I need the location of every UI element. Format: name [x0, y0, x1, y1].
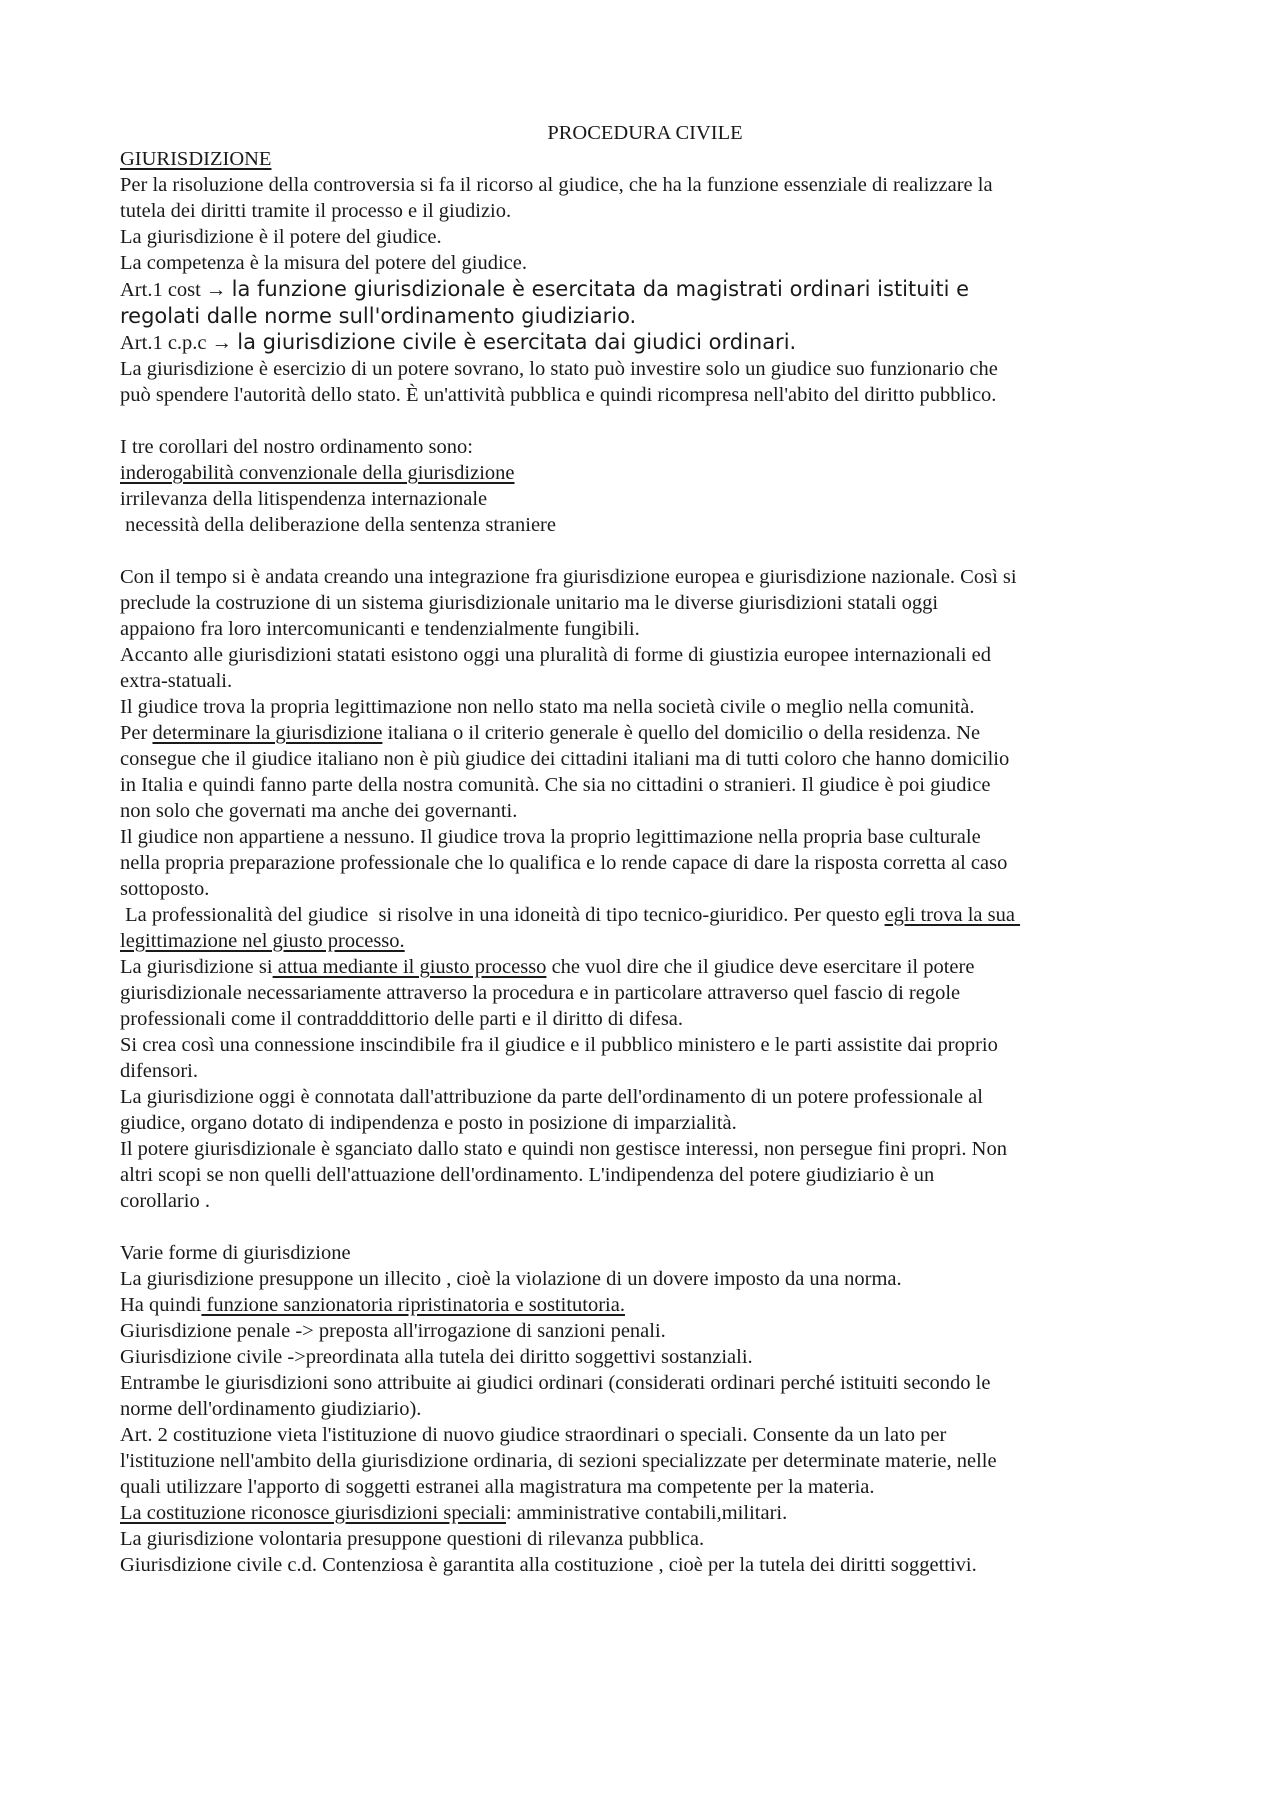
underlined-text: egli trova la sua [884, 904, 1021, 926]
underlined-text: determinare la giurisdizione [152, 722, 383, 744]
text-line: corollario . [120, 1190, 210, 1212]
text-span: che vuol dire che il giudice deve esercitare il potere [546, 956, 975, 978]
text-span: Per [120, 722, 153, 744]
text-line [120, 1292, 1170, 1318]
underlined-text: legittimazione nel giusto processo. [120, 930, 405, 952]
text-line: appaiono fra loro intercomunicanti e tendenzialmente fungibili. [120, 618, 640, 640]
text-span: La professionalità del giudice si risolve in una idoneità di tipo tecnico-giuridico. Per questo [120, 904, 885, 926]
text-line: La competenza è la misura del potere del giudice. [120, 252, 527, 274]
paragraph-gap [120, 408, 1170, 434]
article-text: la giurisdizione civile è esercitata dai giudici ordinari. [237, 330, 797, 354]
article-text: la funzione giurisdizionale è esercitata da magistrati ordinari istituiti e [231, 277, 970, 301]
text-line: La giurisdizione oggi è connotata dall'attribuzione da parte dell'ordinamento di un potere professionale al [120, 1086, 983, 1108]
article-text: regolati dalle norme sull'ordinamento giudiziario. [120, 304, 637, 328]
article-1-cost [120, 276, 1170, 303]
article-label: Art.1 c.p.c → [120, 332, 238, 354]
text-line: Giurisdizione civile c.d. Contenziosa è garantita alla costituzione , cioè per la tutela dei diritti soggettivi. [120, 1554, 977, 1576]
text-line: Il giudice trova la propria legittimazione non nello stato ma nella società civile o meglio nella comunità. [120, 696, 975, 718]
text-line: La giurisdizione è il potere del giudice. [120, 226, 442, 248]
article-label: Art.1 cost → [120, 279, 232, 301]
text-line: extra-statuali. [120, 670, 233, 692]
text-line: La giurisdizione è esercizio di un potere sovrano, lo stato può investire solo un giudice suo funzionario che [120, 358, 998, 380]
text-line: Il potere giurisdizionale è sganciato dallo stato e quindi non gestisce interessi, non persegue fini propri. Non [120, 1138, 1007, 1160]
subsection-title: Varie forme di giurisdizione [120, 1242, 351, 1264]
corollari-intro: I tre corollari del nostro ordinamento sono: [120, 436, 473, 458]
text-line: giudice, organo dotato di indipendenza e posto in posizione di imparzialità. [120, 1112, 737, 1134]
text-line: norme dell'ordinamento giudiziario). [120, 1398, 422, 1420]
text-line: Il giudice non appartiene a nessuno. Il giudice trova la proprio legittimazione nella propria base culturale [120, 826, 981, 848]
paragraph-gap [120, 538, 1170, 564]
text-span: : amministrative contabili,militari. [505, 1502, 788, 1524]
text-line: professionali come il contradddittorio delle parti e il diritto di difesa. [120, 1008, 684, 1030]
corollario-item: necessità della deliberazione della sentenza straniere [120, 514, 556, 536]
document-body [120, 120, 1170, 1578]
text-line [120, 954, 1170, 980]
text-line [120, 720, 1170, 746]
corollario-item: inderogabilità convenzionale della giurisdizione [120, 462, 515, 484]
text-line: non solo che governati ma anche dei governanti. [120, 800, 518, 822]
text-line: Con il tempo si è andata creando una integrazione fra giurisdizione europea e giurisdizione nazionale. Così si [120, 566, 1017, 588]
text-line: in Italia e quindi fanno parte della nostra comunità. Che sia no cittadini o stranieri. Il giudice è poi giudice [120, 774, 991, 796]
text-line: altri scopi se non quelli dell'attuazione dell'ordinamento. L'indipendenza del potere giudiziario è un [120, 1164, 935, 1186]
text-line: giurisdizionale necessariamente attraverso la procedura e in particolare attraverso quel fascio di regole [120, 982, 961, 1004]
text-line: può spendere l'autorità dello stato. È un'attività pubblica e quindi ricompresa nell'abito del diritto pubblico. [120, 384, 997, 406]
underlined-text: attua mediante il giusto processo [272, 956, 547, 978]
text-span: italiana o il criterio generale è quello del domicilio o della residenza. Ne [382, 722, 981, 744]
underlined-text: La costituzione riconosce giurisdizioni speciali [120, 1502, 506, 1524]
text-line: Giurisdizione penale -> preposta all'irrogazione di sanzioni penali. [120, 1320, 666, 1342]
paragraph-gap [120, 1214, 1170, 1240]
text-line: preclude la costruzione di un sistema giurisdizionale unitario ma le diverse giurisdizioni statali oggi [120, 592, 939, 614]
text-span: Ha quindi [120, 1294, 202, 1316]
document-title: PROCEDURA CIVILE [547, 122, 743, 144]
text-line: quali utilizzare l'apporto di soggetti estranei alla magistratura ma competente per la materia. [120, 1476, 875, 1498]
text-line: tutela dei diritti tramite il processo e il giudizio. [120, 200, 512, 222]
text-line: Accanto alle giurisdizioni statati esistono oggi una pluralità di forme di giustizia europee internazionali ed [120, 644, 991, 666]
text-line: Giurisdizione civile ->preordinata alla tutela dei diritto soggettivi sostanziali. [120, 1346, 753, 1368]
text-line [120, 1500, 1170, 1526]
text-line: consegue che il giudice italiano non è più giudice dei cittadini italiani ma di tutti coloro che hanno domicilio [120, 748, 1010, 770]
underlined-text: funzione sanzionatoria ripristinatoria e sostitutoria. [201, 1294, 625, 1316]
article-1-cpc [120, 329, 1170, 356]
text-line: Per la risoluzione della controversia si fa il ricorso al giudice, che ha la funzione essenziale di realizzare la [120, 174, 993, 196]
text-line [120, 902, 1170, 928]
text-line: nella propria preparazione professionale che lo qualifica e lo rende capace di dare la risposta corretta al caso [120, 852, 1008, 874]
text-line: Si crea così una connessione inscindibile fra il giudice e il pubblico ministero e le parti assistite dai proprio [120, 1034, 998, 1056]
text-line: La giurisdizione volontaria presuppone questioni di rilevanza pubblica. [120, 1528, 705, 1550]
corollario-item: irrilevanza della litispendenza internazionale [120, 488, 488, 510]
text-line: Entrambe le giurisdizioni sono attribuite ai giudici ordinari (considerati ordinari perché istituiti secondo le [120, 1372, 991, 1394]
text-line: l'istituzione nell'ambito della giurisdizione ordinaria, di sezioni specializzate per determinate materie, nelle [120, 1450, 997, 1472]
section-heading: GIURISDIZIONE [120, 148, 272, 170]
text-span: La giurisdizione si [120, 956, 273, 978]
text-line: La giurisdizione presuppone un illecito , cioè la violazione di un dovere imposto da una norma. [120, 1268, 902, 1290]
text-line: sottoposto. [120, 878, 210, 900]
text-line: difensori. [120, 1060, 198, 1082]
text-line: Art. 2 costituzione vieta l'istituzione di nuovo giudice straordinari o speciali. Consente da un lato per [120, 1424, 947, 1446]
